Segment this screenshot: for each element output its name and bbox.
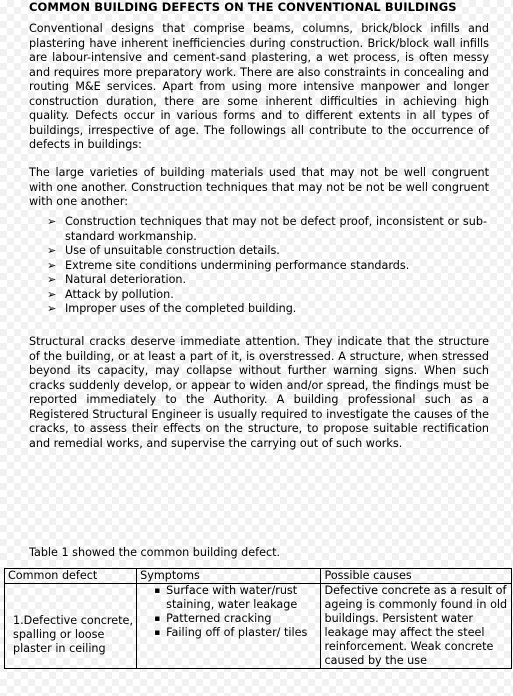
- causes-cell: Defective concrete as a result of ageing is commonly found in old buildings. Persistent water leakage may affect the steel reinforcement. Weak concrete caused by the use: [321, 584, 512, 669]
- list-item-text: Use of unsuitable construction details.: [65, 244, 280, 257]
- symptom-text: Patterned cracking: [166, 612, 272, 625]
- defect-cell: 1.Defective concrete, spalling or loose plaster in ceiling: [5, 584, 137, 669]
- structural-cracks-paragraph: Structural cracks deserve immediate attention. They indicate that the structure of the building, or at least a part of it, is overstressed. A structure, when stressed beyond its capacity, may collapse without further warning signs. When such cracks suddenly develop, or appear to widen and/or spread, the findings must be reported immediately to the Authority. A building professional such as a Registered Structural Engineer is usually required to investigate the causes of the cracks, to assess their effects on the structure, to propose suitable rectification and remedial works, and supervise the carrying out of such works.: [29, 335, 489, 450]
- symptoms-list: [140, 584, 317, 640]
- document-title: COMMON BUILDING DEFECTS ON THE CONVENTIONAL BUILDINGS: [29, 0, 457, 14]
- intro-paragraph: Conventional designs that comprise beams, columns, brick/block infills and plastering have inherent inefficiencies during construction. Brick/block wall infills are labour-intensive and cement-sand plastering, a wet process, is often messy and requires more preparatory work. There are also constraints in concealing and routing M&E services. Apart from using more intensive manpower and longer construction duration, there are some inherent difficulties in achieving high quality. Defects occur in various forms and to different extents in all types of buildings, irrespective of age. The followings all contribute to the occurrence of defects in buildings:: [29, 22, 489, 151]
- header-common-defect: Common defect: [5, 569, 137, 584]
- table-header-row: [5, 569, 512, 584]
- list-item: [47, 302, 487, 317]
- list-item: [156, 584, 317, 612]
- arrow-bullet-icon: ➢: [47, 287, 57, 301]
- table-caption: Table 1 showed the common building defect.: [29, 546, 281, 559]
- arrow-bullet-icon: ➢: [47, 244, 57, 257]
- list-item: [47, 259, 487, 274]
- arrow-bullet-icon: ➢: [47, 215, 57, 228]
- list-item-text: Natural deterioration.: [65, 273, 187, 286]
- table-row: [5, 584, 512, 669]
- list-item: [47, 273, 487, 288]
- symptom-text: Surface with water/rust staining, water leakage: [166, 584, 298, 611]
- list-item: [156, 612, 317, 626]
- square-bullet-icon: ▪: [154, 628, 161, 638]
- arrow-bullet-icon: ➢: [47, 273, 57, 286]
- symptoms-cell: [137, 584, 321, 669]
- list-item-text: Extreme site conditions undermining performance standards.: [65, 258, 410, 272]
- defects-table: [4, 568, 512, 669]
- header-possible-causes: Possible causes: [321, 569, 512, 584]
- list-item: [156, 626, 317, 640]
- list-item: [47, 244, 487, 259]
- arrow-bullet-icon: ➢: [47, 258, 57, 272]
- list-item-text: Construction techniques that may not be defect proof, inconsistent or sub-standard workmanship.: [65, 215, 487, 243]
- list-item-text: Attack by pollution.: [65, 287, 174, 301]
- list-item: [47, 215, 487, 244]
- defect-causes-list: [47, 215, 487, 317]
- list-item: [47, 288, 487, 303]
- square-bullet-icon: ▪: [154, 614, 161, 624]
- symptom-text: Failing off of plaster/ tiles: [166, 626, 308, 639]
- square-bullet-icon: ▪: [154, 586, 161, 596]
- header-symptoms: Symptoms: [137, 569, 321, 584]
- list-item-text: Improper uses of the completed building.: [65, 302, 297, 315]
- materials-paragraph: The large varieties of building materials used that may not be well congruent with one another. Construction techniques that may not be not be well congruent with one another:: [29, 166, 489, 208]
- arrow-bullet-icon: ➢: [47, 302, 57, 315]
